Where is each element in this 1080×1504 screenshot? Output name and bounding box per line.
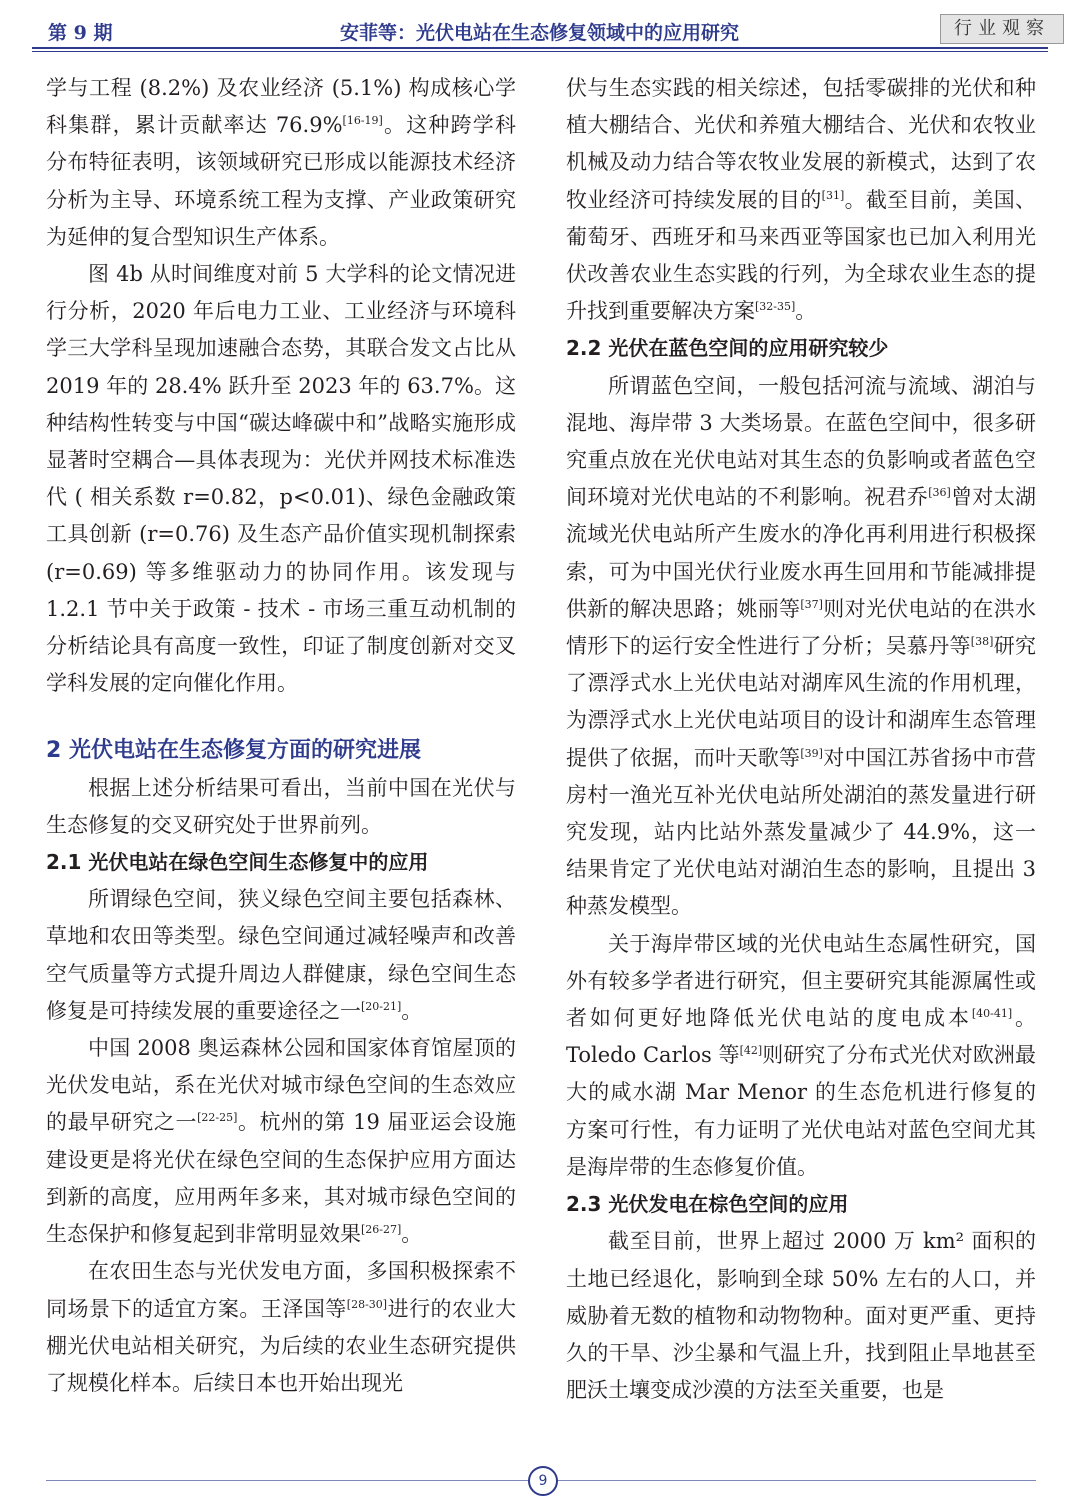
citation[interactable]: [16-19] (342, 114, 383, 128)
paragraph: 根据上述分析结果可看出，当前中国在光伏与生态修复的交叉研究处于世界前列。 (46, 775, 516, 837)
citation[interactable]: [20-21] (361, 999, 402, 1013)
citation[interactable]: [42] (739, 1044, 763, 1058)
paragraph: 学与工程 (8.2%) 及农业经济 (5.1%) 构成核心学科集群，累计贡献率达 76.9%[16-19]。这种跨学科分布特征表明，该领域研究已形成以能源技术经济分析为主导、环境系统工程为支撑、产业政策研究为延伸的复合型知识生产体系。 (46, 76, 516, 249)
citation[interactable]: [37] (800, 597, 823, 611)
citation[interactable]: [40-41] (971, 1007, 1013, 1021)
citation[interactable]: [22-25] (197, 1111, 238, 1125)
subsection-heading: 2.2 光伏在蓝色空间的应用研究较少 (566, 336, 889, 361)
paragraph: 图 4b 从时间维度对前 5 大学科的论文情况进行分析，2020 年后电力工业、工业经济与环境科学三大学科呈现加速融合态势，其联合发文占比从 2019 年的 28.4% 跃升至 2023 年的 63.7%。这种结构性转变与中国“碳达峰碳中和”战略实施形成显著时空耦合—具体表现为：光伏并网技术标准迭代 ( 相关系数 r=0.82，p<0.01)、绿色金融政策工具创新 (r=0.76) 及生态产品价值实现机制探索 (r=0.69) 等多维驱动力的协同作用。该发现与 1.2.1 节中关于政策 - 技术 - 市场三重互动机制的分析结论具有高度一致性，印证了制度创新对交叉学科发展的定向催化作用。 (46, 262, 516, 696)
header-rule (32, 47, 1048, 49)
citation[interactable]: [28-30] (346, 1297, 388, 1311)
paragraph: 所谓绿色空间，狭义绿色空间主要包括森林、草地和农田等类型。绿色空间通过减轻噪声和改善空气质量等方式提升周边人群健康，绿色空间生态修复是可持续发展的重要途径之一[20-21]。 (46, 887, 516, 1023)
header-rule-thin (32, 51, 1048, 52)
paragraph: 伏与生态实践的相关综述，包括零碳排的光伏和种植大棚结合、光伏和养殖大棚结合、光伏和农牧业机械及动力结合等农牧业发展的新模式，达到了农牧业经济可持续发展的目的[31]。截至目前，美国、葡萄牙、西班牙和马来西亚等国家也已加入利用光伏改善农业生态实践的行列，为全球农业生态的提升找到重要解决方案[32-35]。 (566, 76, 1037, 324)
citation[interactable]: [39] (800, 746, 823, 760)
right-column (566, 70, 1036, 1409)
running-header (0, 0, 1080, 48)
citation[interactable]: [26-27] (361, 1223, 402, 1237)
paragraph: 截至目前，世界上超过 2000 万 km² 面积的土地已经退化，影响到全球 50% 左右的人口，并威胁着无数的植物和动物物种。面对更严重、更持久的干旱、沙尘暴和气温上升，找到阻止旱地甚至肥沃土壤变成沙漠的方法至关重要，也是 (566, 1229, 1036, 1403)
citation[interactable]: [36] (928, 486, 951, 500)
left-column (46, 70, 516, 1402)
issue-number: 第 9 期 (48, 22, 113, 44)
citation[interactable]: [38] (970, 635, 994, 649)
page-number: 9 (528, 1466, 558, 1496)
citation[interactable]: [32-35] (755, 300, 796, 314)
paragraph: 关于海岸带区域的光伏电站生态属性研究，国外有较多学者进行研究，但主要研究其能源属性或者如何更好地降低光伏电站的度电成本[40-41]。Toledo Carlos 等[42]则研究了分布式光伏对欧洲最大的咸水湖 Mar Menor 的生态危机进行修复的方案可行性，有力证明了光伏电站对蓝色空间尤其是海岸带的生态修复价值。 (566, 931, 1037, 1179)
paragraph: 在农田生态与光伏发电方面，多国积极探索不同场景下的适宜方案。王泽国等[28-30]进行的农业大棚光伏电站相关研究，为后续的农业生态研究提供了规模化样本。后续日本也开始出现光 (46, 1259, 517, 1395)
subsection-heading: 2.1 光伏电站在绿色空间生态修复中的应用 (46, 850, 429, 875)
paragraph: 中国 2008 奥运森林公园和国家体育馆屋顶的光伏发电站，系在光伏对城市绿色空间的生态效应的最早研究之一[22-25]。杭州的第 19 届亚运会设施建设更是将光伏在绿色空间的生态保护应用方面达到新的高度，应用两年多来，其对城市绿色空间的生态保护和修复起到非常明显效果[26-27]。 (46, 1036, 517, 1247)
running-title: 安菲等：光伏电站在生态修复领域中的应用研究 (340, 22, 740, 44)
citation[interactable]: [31] (821, 188, 845, 202)
subsection-heading: 2.3 光伏发电在棕色空间的应用 (566, 1192, 849, 1217)
section-label: 行业观察 (940, 14, 1064, 44)
paragraph: 所谓蓝色空间，一般包括河流与流域、湖泊与混地、海岸带 3 大类场景。在蓝色空间中，很多研究重点放在光伏电站对其生态的负影响或者蓝色空间环境对光伏电站的不利影响。祝君乔[36]曾对太湖流域光伏电站所产生废水的净化再利用进行积极探索，可为中国光伏行业废水再生回用和节能减排提供新的解决思路；姚丽等[37]则对光伏电站的在洪水情形下的运行安全性进行了分析；吴慕丹等[38]研究了漂浮式水上光伏电站对湖库风生流的作用机理，为漂浮式水上光伏电站项目的设计和湖库生态管理提供了依据，而叶天歌等[39]对中国江苏省扬中市营房村一渔光互补光伏电站所处湖泊的蒸发量进行研究发现，站内比站外蒸发量减少了 44.9%，这一结果肯定了光伏电站对湖泊生态的影响，且提出 3 种蒸发模型。 (566, 373, 1037, 919)
section-heading: 2 光伏电站在生态修复方面的研究进展 (46, 738, 421, 764)
